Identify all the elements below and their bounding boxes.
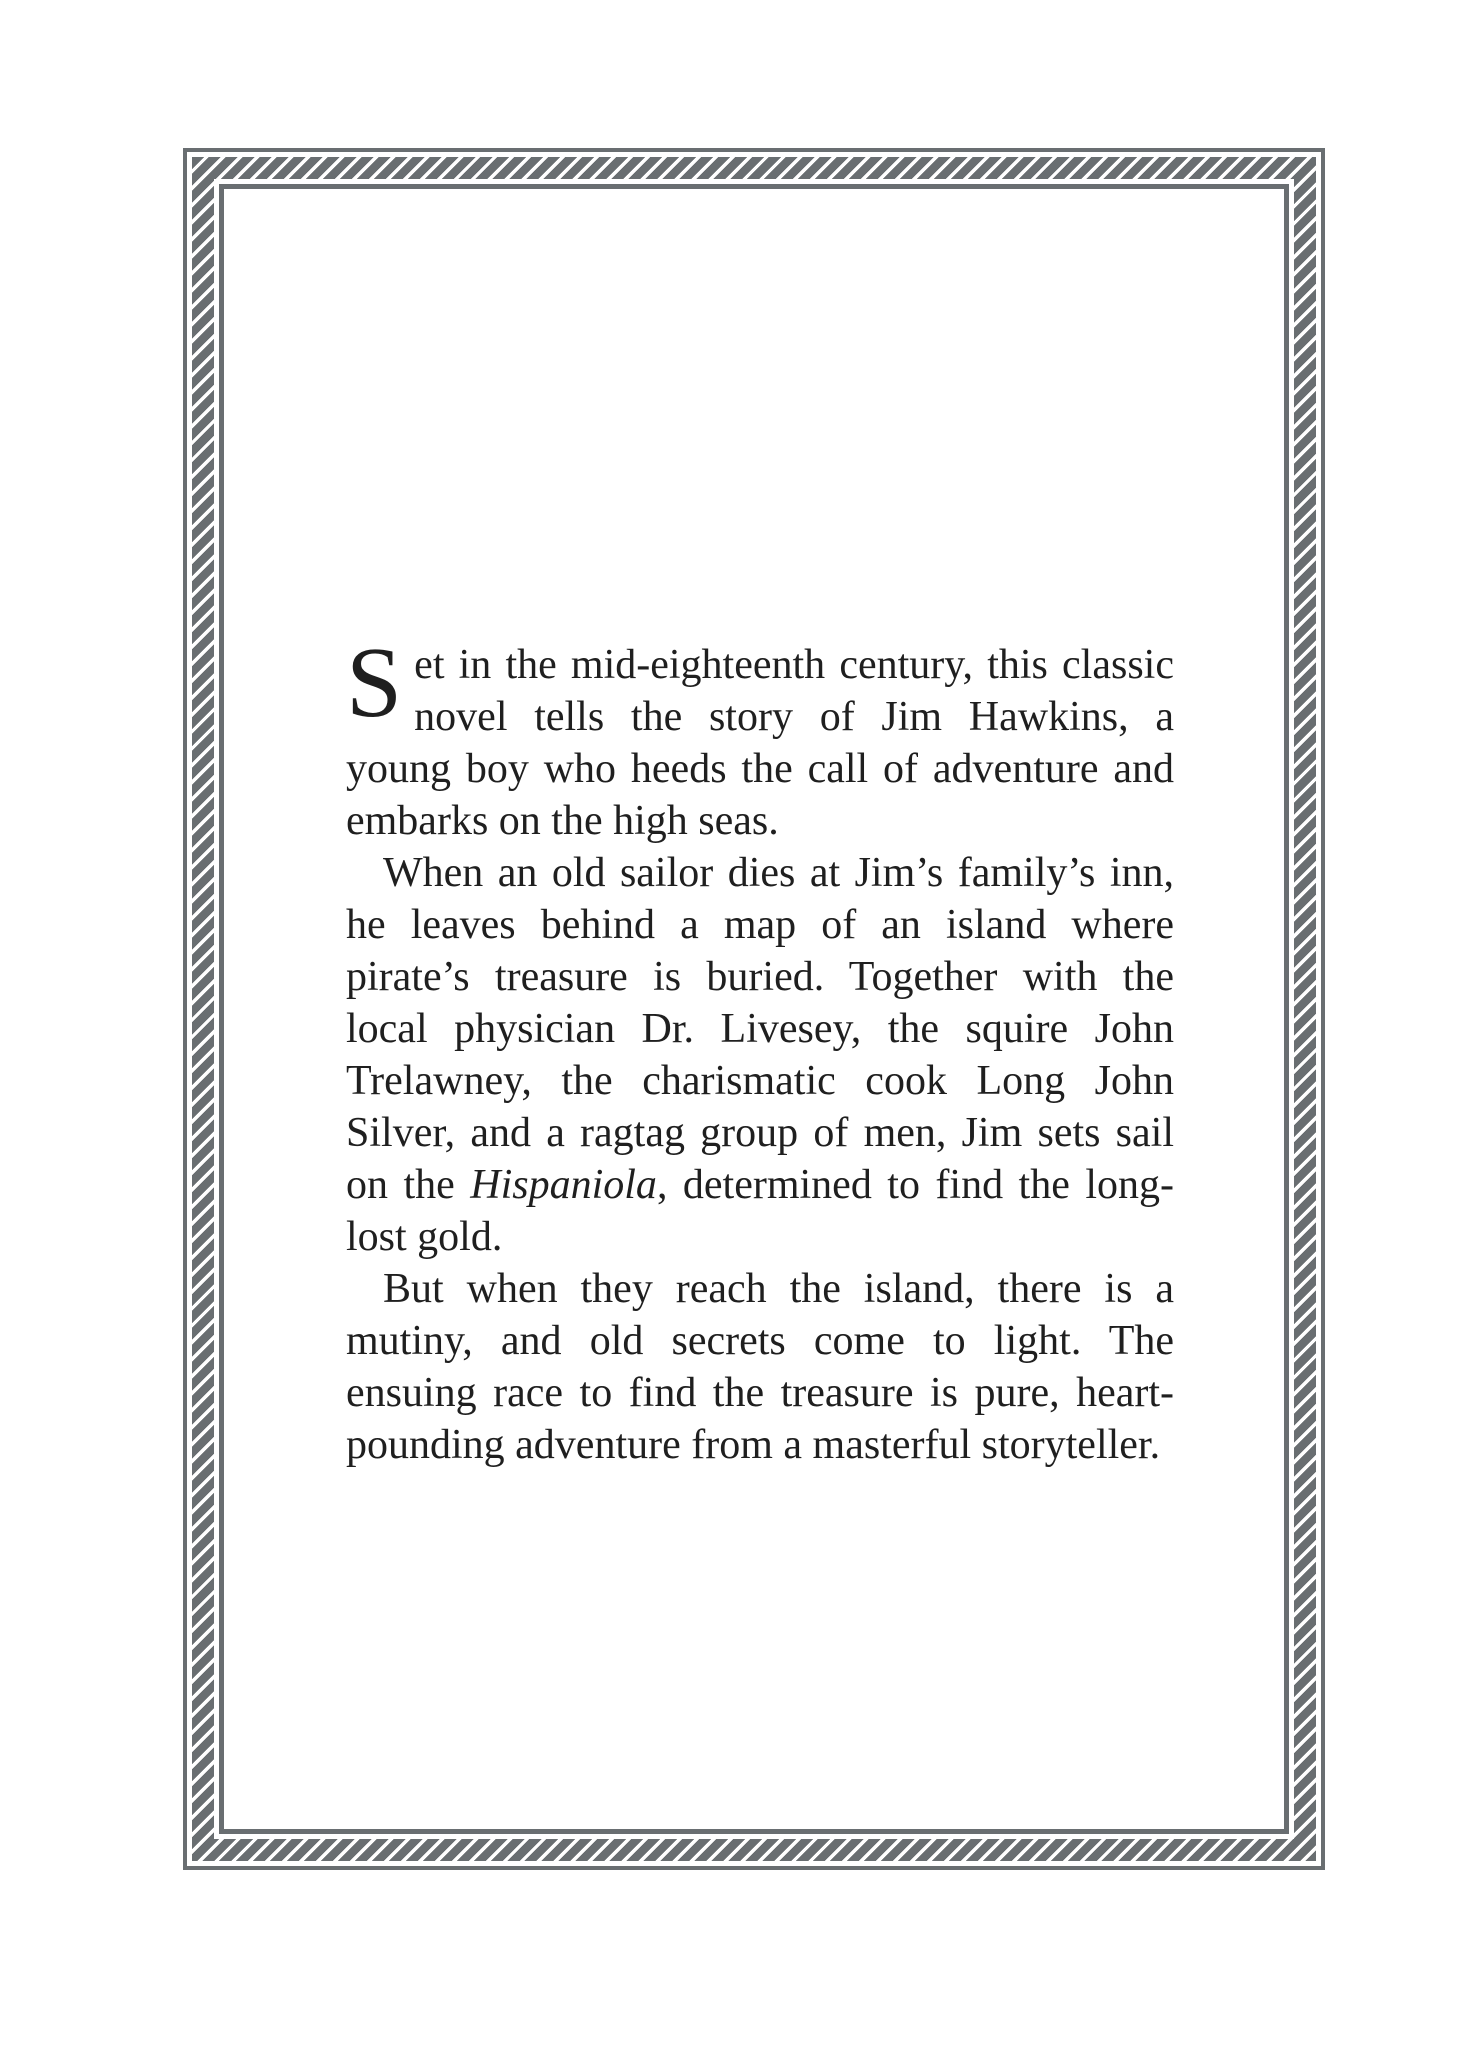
paragraph-2-text-start: When an old sailor dies at Jim’s family’s inn, he leaves behind a map of an island where pirate’s treasure is buried. Together with the local physician Dr. Livesey, the squire John Trelawney, the charismatic cook Long John Silver, and a ragtag group of men, Jim sets sail on the	[346, 850, 1174, 1208]
paragraph-2-text-end: , determined to find the long-lost gold.	[346, 1162, 1174, 1260]
decorative-border-outer-line	[183, 148, 1325, 1870]
drop-cap: S	[346, 626, 403, 738]
paragraph-2	[346, 847, 1174, 1263]
synopsis-text	[346, 626, 1174, 1471]
rope-pattern-border	[192, 157, 1316, 1861]
paragraph-1-text: et in the mid-eighteenth century, this classic novel tells the story of Jim Hawkins, a young boy who heeds the call of adventure and embarks on the high seas.	[346, 642, 1174, 844]
decorative-border-inner-line	[219, 184, 1289, 1834]
paragraph-3: But when they reach the island, there is a mutiny, and old secrets come to light. The ensuing race to find the treasure is pure, heart-pounding adventure from a masterful storyteller.	[346, 1266, 1174, 1468]
paragraph-1	[346, 626, 1174, 847]
ship-name-italic: Hispaniola	[470, 1162, 657, 1208]
